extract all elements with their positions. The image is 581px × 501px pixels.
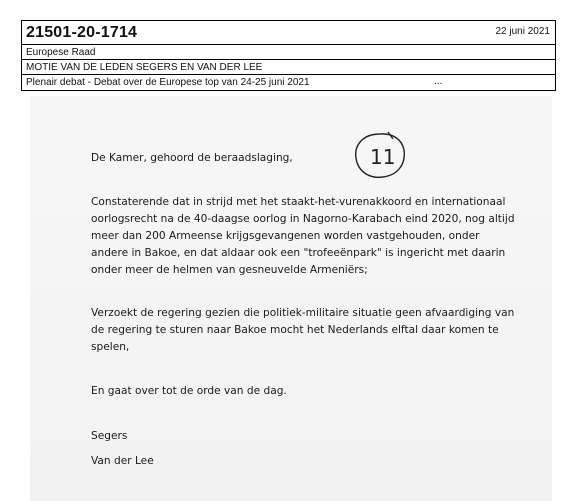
header-row-number <box>22 21 555 45</box>
motion-header <box>21 20 556 91</box>
header-row-title <box>22 60 555 75</box>
request-line: Verzoekt de regering gezien die politiek-militaire situatie geen afvaardiging van <box>91 307 515 319</box>
considering-line: andere in Bakoe, en dat aldaar ook een "trofeeënpark" is ingericht met daarin <box>91 247 506 259</box>
signatory <box>91 428 127 445</box>
header-row-debate <box>22 75 555 90</box>
considering-line: onder meer de helmen van gesneuvelde Armeniërs; <box>91 264 368 276</box>
signatory <box>91 453 154 470</box>
opening-line <box>91 150 293 167</box>
handwritten-circled-number <box>350 130 410 182</box>
header-row-committee <box>22 45 555 60</box>
request-line: spelen, <box>91 341 130 353</box>
considering-line: Constaterende dat in strijd met het staakt-het-vurenakkoord en internationaal <box>91 196 506 208</box>
considering-line: oorlogsrecht na de 40-daagse oorlog in Nagorno-Karabach eind 2020, nog altijd <box>91 213 515 225</box>
document-date: 22 juni 2021 <box>495 26 550 37</box>
signatory-name: Van der Lee <box>91 455 154 467</box>
opening-text: De Kamer, gehoord de beraadslaging, <box>91 152 293 164</box>
closing-text: En gaat over tot de orde van de dag. <box>91 385 287 397</box>
considering-paragraph <box>91 194 515 279</box>
committee-name: Europese Raad <box>26 46 96 58</box>
considering-line: meer dan 200 Armeense krijgsgevangenen worden vastgehouden, onder <box>91 230 480 242</box>
document-number: 21501-20-1714 <box>26 23 138 41</box>
debate-suffix: ... <box>434 76 443 87</box>
request-line: de regering te sturen naar Bakoe mocht het Nederlands elftal daar komen te <box>91 324 499 336</box>
debate-description: Plenair debat - Debat over de Europese top van 24-25 juni 2021 <box>26 77 310 88</box>
motion-title: MOTIE VAN DE LEDEN SEGERS EN VAN DER LEE <box>26 61 263 73</box>
handwritten-number: 11 <box>370 145 396 169</box>
requests-paragraph <box>91 305 514 356</box>
signatory-name: Segers <box>91 430 128 442</box>
closing-line <box>91 383 287 400</box>
